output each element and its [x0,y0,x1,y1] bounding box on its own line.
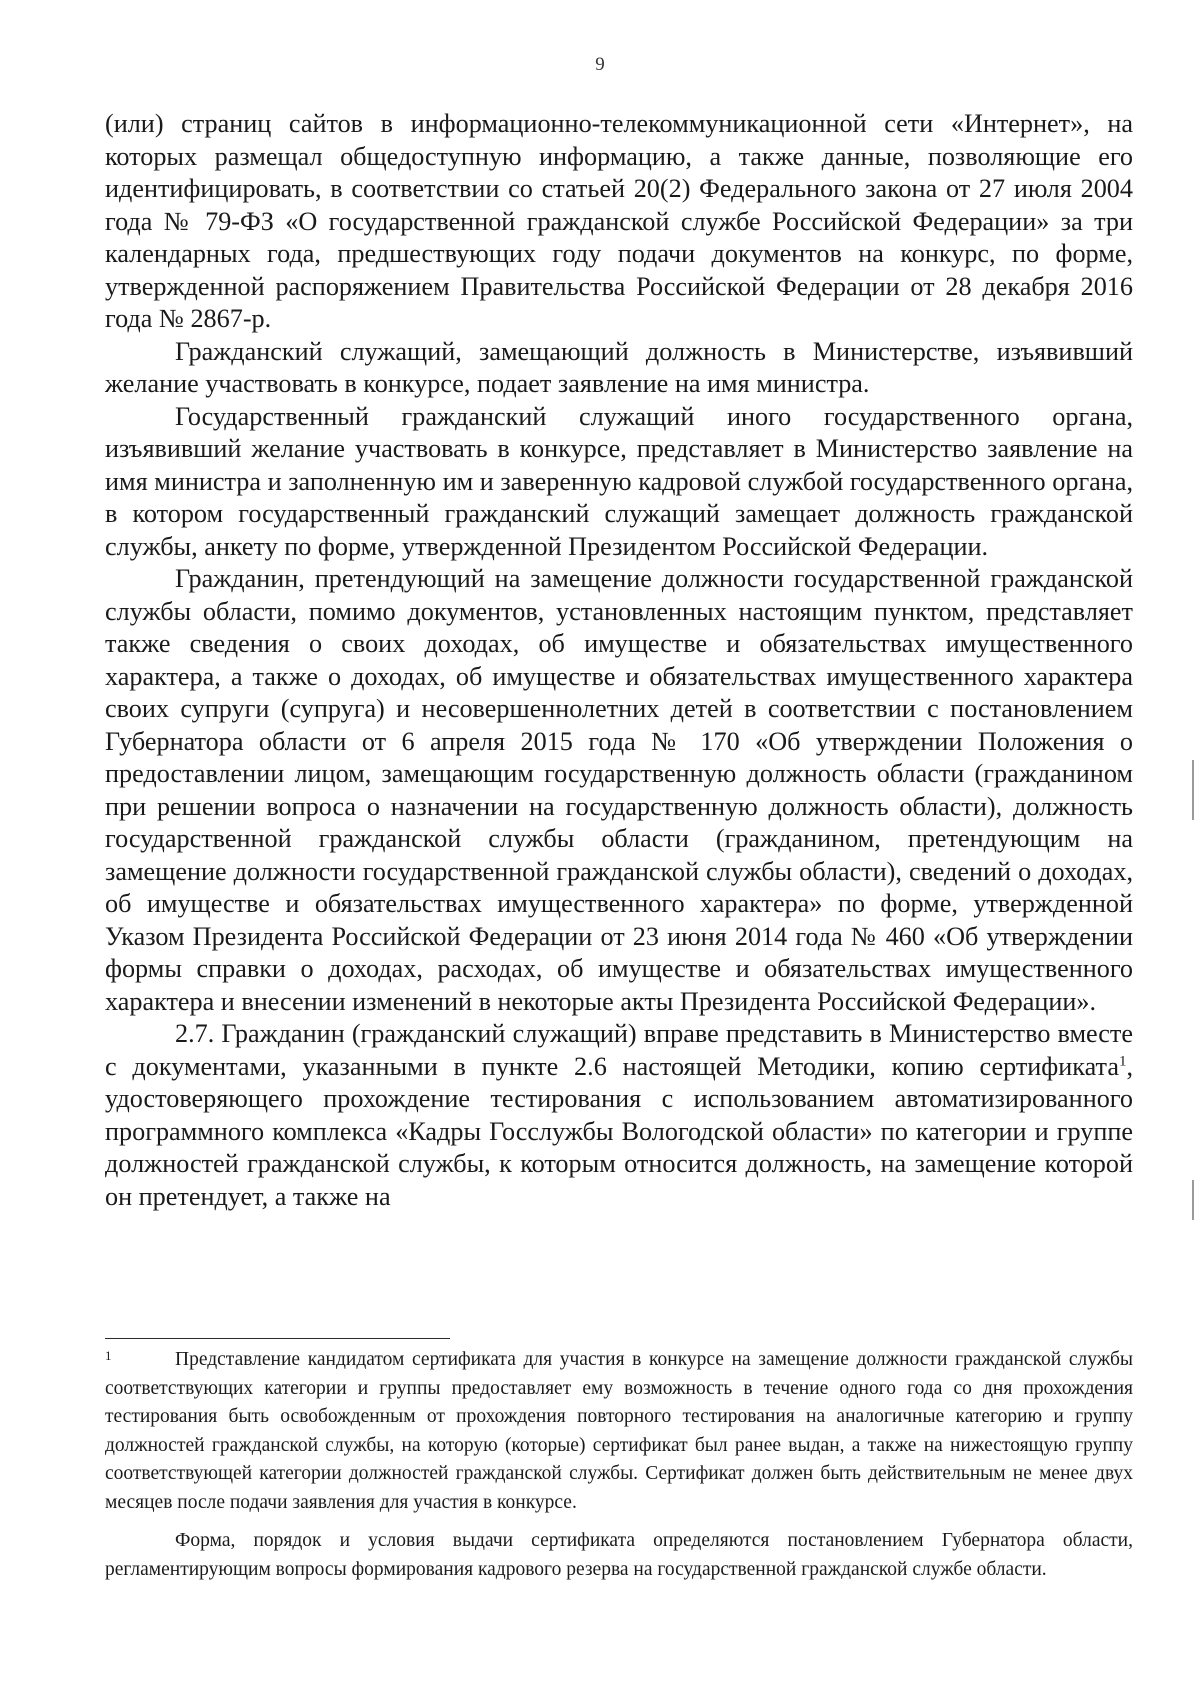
footnote-1-text: Представление кандидатом сертификата для участия в конкурсе на замещение должности гражданской службы соответствующих категории и группы предоставляет ему возможность в течение одного года со дня прохождения тестирования быть освобожденным от прохождения повторного тестирования на аналогичные категорию и группу должностей гражданской службы, на которую (которые) сертификат был ранее выдан, а также на нижестоящую группу соответствующей категории должностей гражданской службы. Сертификат должен быть действительным не менее двух месяцев после подачи заявления для участия в конкурсе. [105,1349,1133,1513]
body-text [105,108,1133,1213]
footnote-marker: 1 [105,1348,112,1363]
paragraph-2-7-text-end: , удостоверяющего прохождение тестирования с использованием автоматизированного программного комплекса «Кадры Госслужбы Вологодской области» по категории и группе должностей гражданской службы, к которым относится должность, на замещение которой он претендует, а также на [105,1051,1133,1211]
scan-edge-mark [1192,1180,1194,1220]
footnote-1 [105,1346,1133,1517]
paragraph-other-agency-servant: Государственный гражданский служащий иного государственного органа, изъявивший желание участвовать в конкурсе, представляет в Министерство заявление на имя министра и заполненную им и заверенную кадровой службой государственного органа, в котором государственный гражданский служащий замещает должность гражданской службы, анкету по форме, утвержденной Президентом Российской Федерации. [105,401,1133,561]
scan-edge-mark [1192,760,1194,820]
paragraph-civil-servant-ministry: Гражданский служащий, замещающий должность в Министерстве, изъявивший желание участвовать в конкурсе, подает заявление на имя министра. [105,336,1133,398]
page-number: 9 [595,54,605,75]
paragraph-2-7-text-start: 2.7. Гражданин (гражданский служащий) вправе представить в Министерство вместе с документами, указанными в пункте 2.6 настоящей Методики, копию сертификата [105,1019,1133,1081]
paragraph-continuation: (или) страниц сайтов в информационно-телекоммуникационной сети «Интернет», на которых размещал общедоступную информацию, а также данные, позволяющие его идентифицировать, в соответствии со статьей 20(2) Федерального закона от 27 июля 2004 года № 79-ФЗ «О государственной гражданской службе Российской Федерации» за три календарных года, предшествующих году подачи документов на конкурс, по форме, утвержденной распоряжением Правительства Российской Федерации от 28 декабря 2016 года № 2867-р. [105,109,1133,333]
footnotes [105,1346,1133,1584]
footnote-separator [105,1338,450,1339]
paragraph-income-disclosure: Гражданин, претендующий на замещение должности государственной гражданской службы области, помимо документов, установленных настоящим пунктом, представляет также сведения о своих доходах, об имуществе и обязательствах имущественного характера, а также о доходах, об имуществе и обязательствах имущественного характера своих супруги (супруга) и несовершеннолетних детей в соответствии с постановлением Губернатора области от 6 апреля 2015 года № 170 «Об утверждении Положения о предоставлении лицом, замещающим государственную должность области (гражданином при решении вопроса о назначении на государственную должность области), должность государственной гражданской службы области (гражданином, претендующим на замещение должности государственной гражданской службы области), сведений о доходах, об имуществе и обязательствах имущественного характера» по форме, утвержденной Указом Президента Российской Федерации от 23 июня 2014 года № 460 «Об утверждении формы справки о доходах, расходах, об имуществе и обязательствах имущественного характера и внесении изменений в некоторые акты Президента Российской Федерации». [105,564,1133,1016]
footnote-reference[interactable]: 1 [1118,1052,1127,1069]
footnote-1-continuation: Форма, порядок и условия выдачи сертификата определяются постановлением Губернатора области, регламентирующим вопросы формирования кадрового резерва на государственной гражданской службе области. [105,1530,1133,1580]
paragraph-2-7-certificate [105,1018,1133,1213]
